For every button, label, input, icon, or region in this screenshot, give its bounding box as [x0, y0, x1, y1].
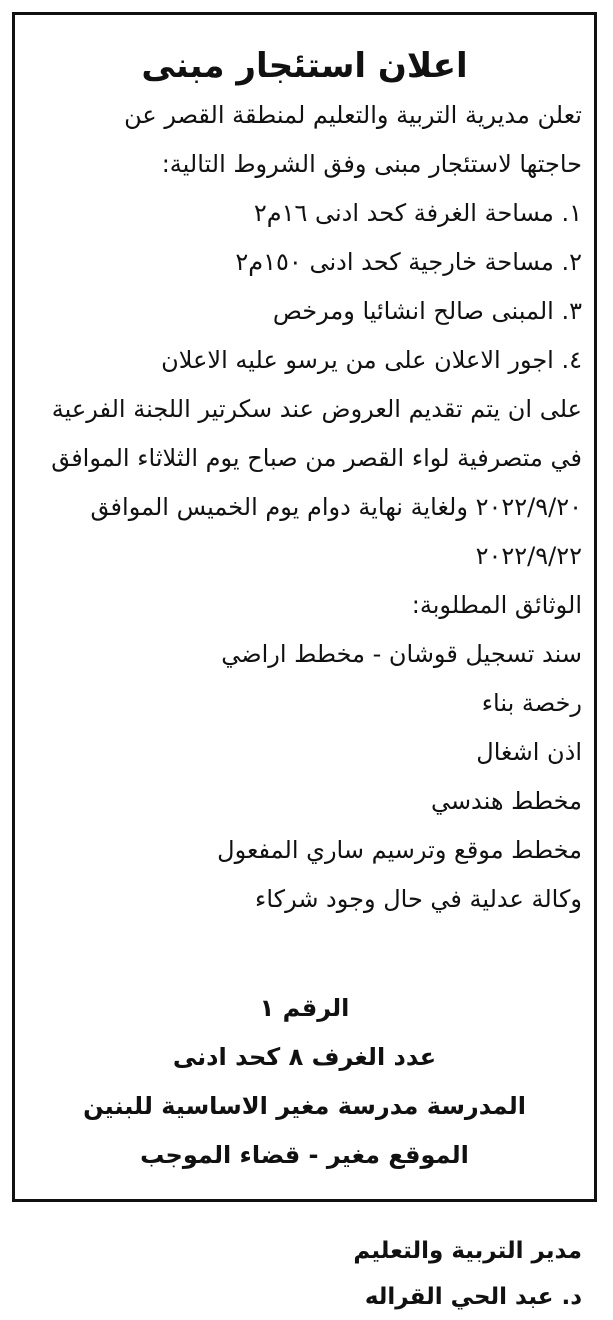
- condition-item: ٤. اجور الاعلان على من يرسو عليه الاعلان: [161, 346, 582, 374]
- document-item: وكالة عدلية في حال وجود شركاء: [255, 885, 582, 913]
- document-item: سند تسجيل قوشان - مخطط اراضي: [221, 640, 582, 668]
- document-item: رخصة بناء: [481, 689, 582, 717]
- rooms-count: عدد الغرف ٨ كحد ادنى: [172, 1043, 437, 1071]
- submission-line: ٢٠٢٢/٩/٢٢: [475, 542, 582, 570]
- ad-title: اعلان استئجار مبنى: [141, 46, 468, 86]
- location: الموقع مغير - قضاء الموجب: [140, 1141, 469, 1169]
- spacer: [27, 924, 582, 984]
- school-name: المدرسة مدرسة مغير الاساسية للبنين: [83, 1092, 526, 1120]
- condition-item: ١. مساحة الغرفة كحد ادنى ١٦م٢: [253, 199, 582, 227]
- submission-line: في متصرفية لواء القصر من صباح يوم الثلاثاء الموافق: [51, 444, 582, 472]
- submission-line: على ان يتم تقديم العروض عند سكرتير اللجنة الفرعية: [51, 395, 582, 423]
- intro-line: حاجتها لاستئجار مبنى وفق الشروط التالية:: [161, 150, 582, 178]
- submission-line: ٢٠٢٢/٩/٢٠ ولغاية نهاية دوام يوم الخميس الموافق: [90, 493, 582, 521]
- ad-content: [15, 15, 594, 1310]
- document-item: مخطط موقع وترسيم ساري المفعول: [217, 836, 582, 864]
- signature-name: د. عبد الحي القراله: [364, 1284, 582, 1310]
- condition-item: ٣. المبنى صالح انشائيا ومرخص: [272, 297, 582, 325]
- documents-heading: الوثائق المطلوبة:: [411, 591, 582, 619]
- intro-line: تعلن مديرية التربية والتعليم لمنطقة القصر عن: [124, 101, 582, 129]
- spacer: [27, 1180, 582, 1228]
- ad-frame: [12, 12, 597, 1310]
- condition-item: ٢. مساحة خارجية كحد ادنى ١٥٠م٢: [235, 248, 582, 276]
- building-number: الرقم ١: [259, 994, 350, 1022]
- signature-role: مدير التربية والتعليم: [353, 1238, 582, 1264]
- document-item: مخطط هندسي: [430, 787, 582, 815]
- document-item: اذن اشغال: [476, 738, 582, 766]
